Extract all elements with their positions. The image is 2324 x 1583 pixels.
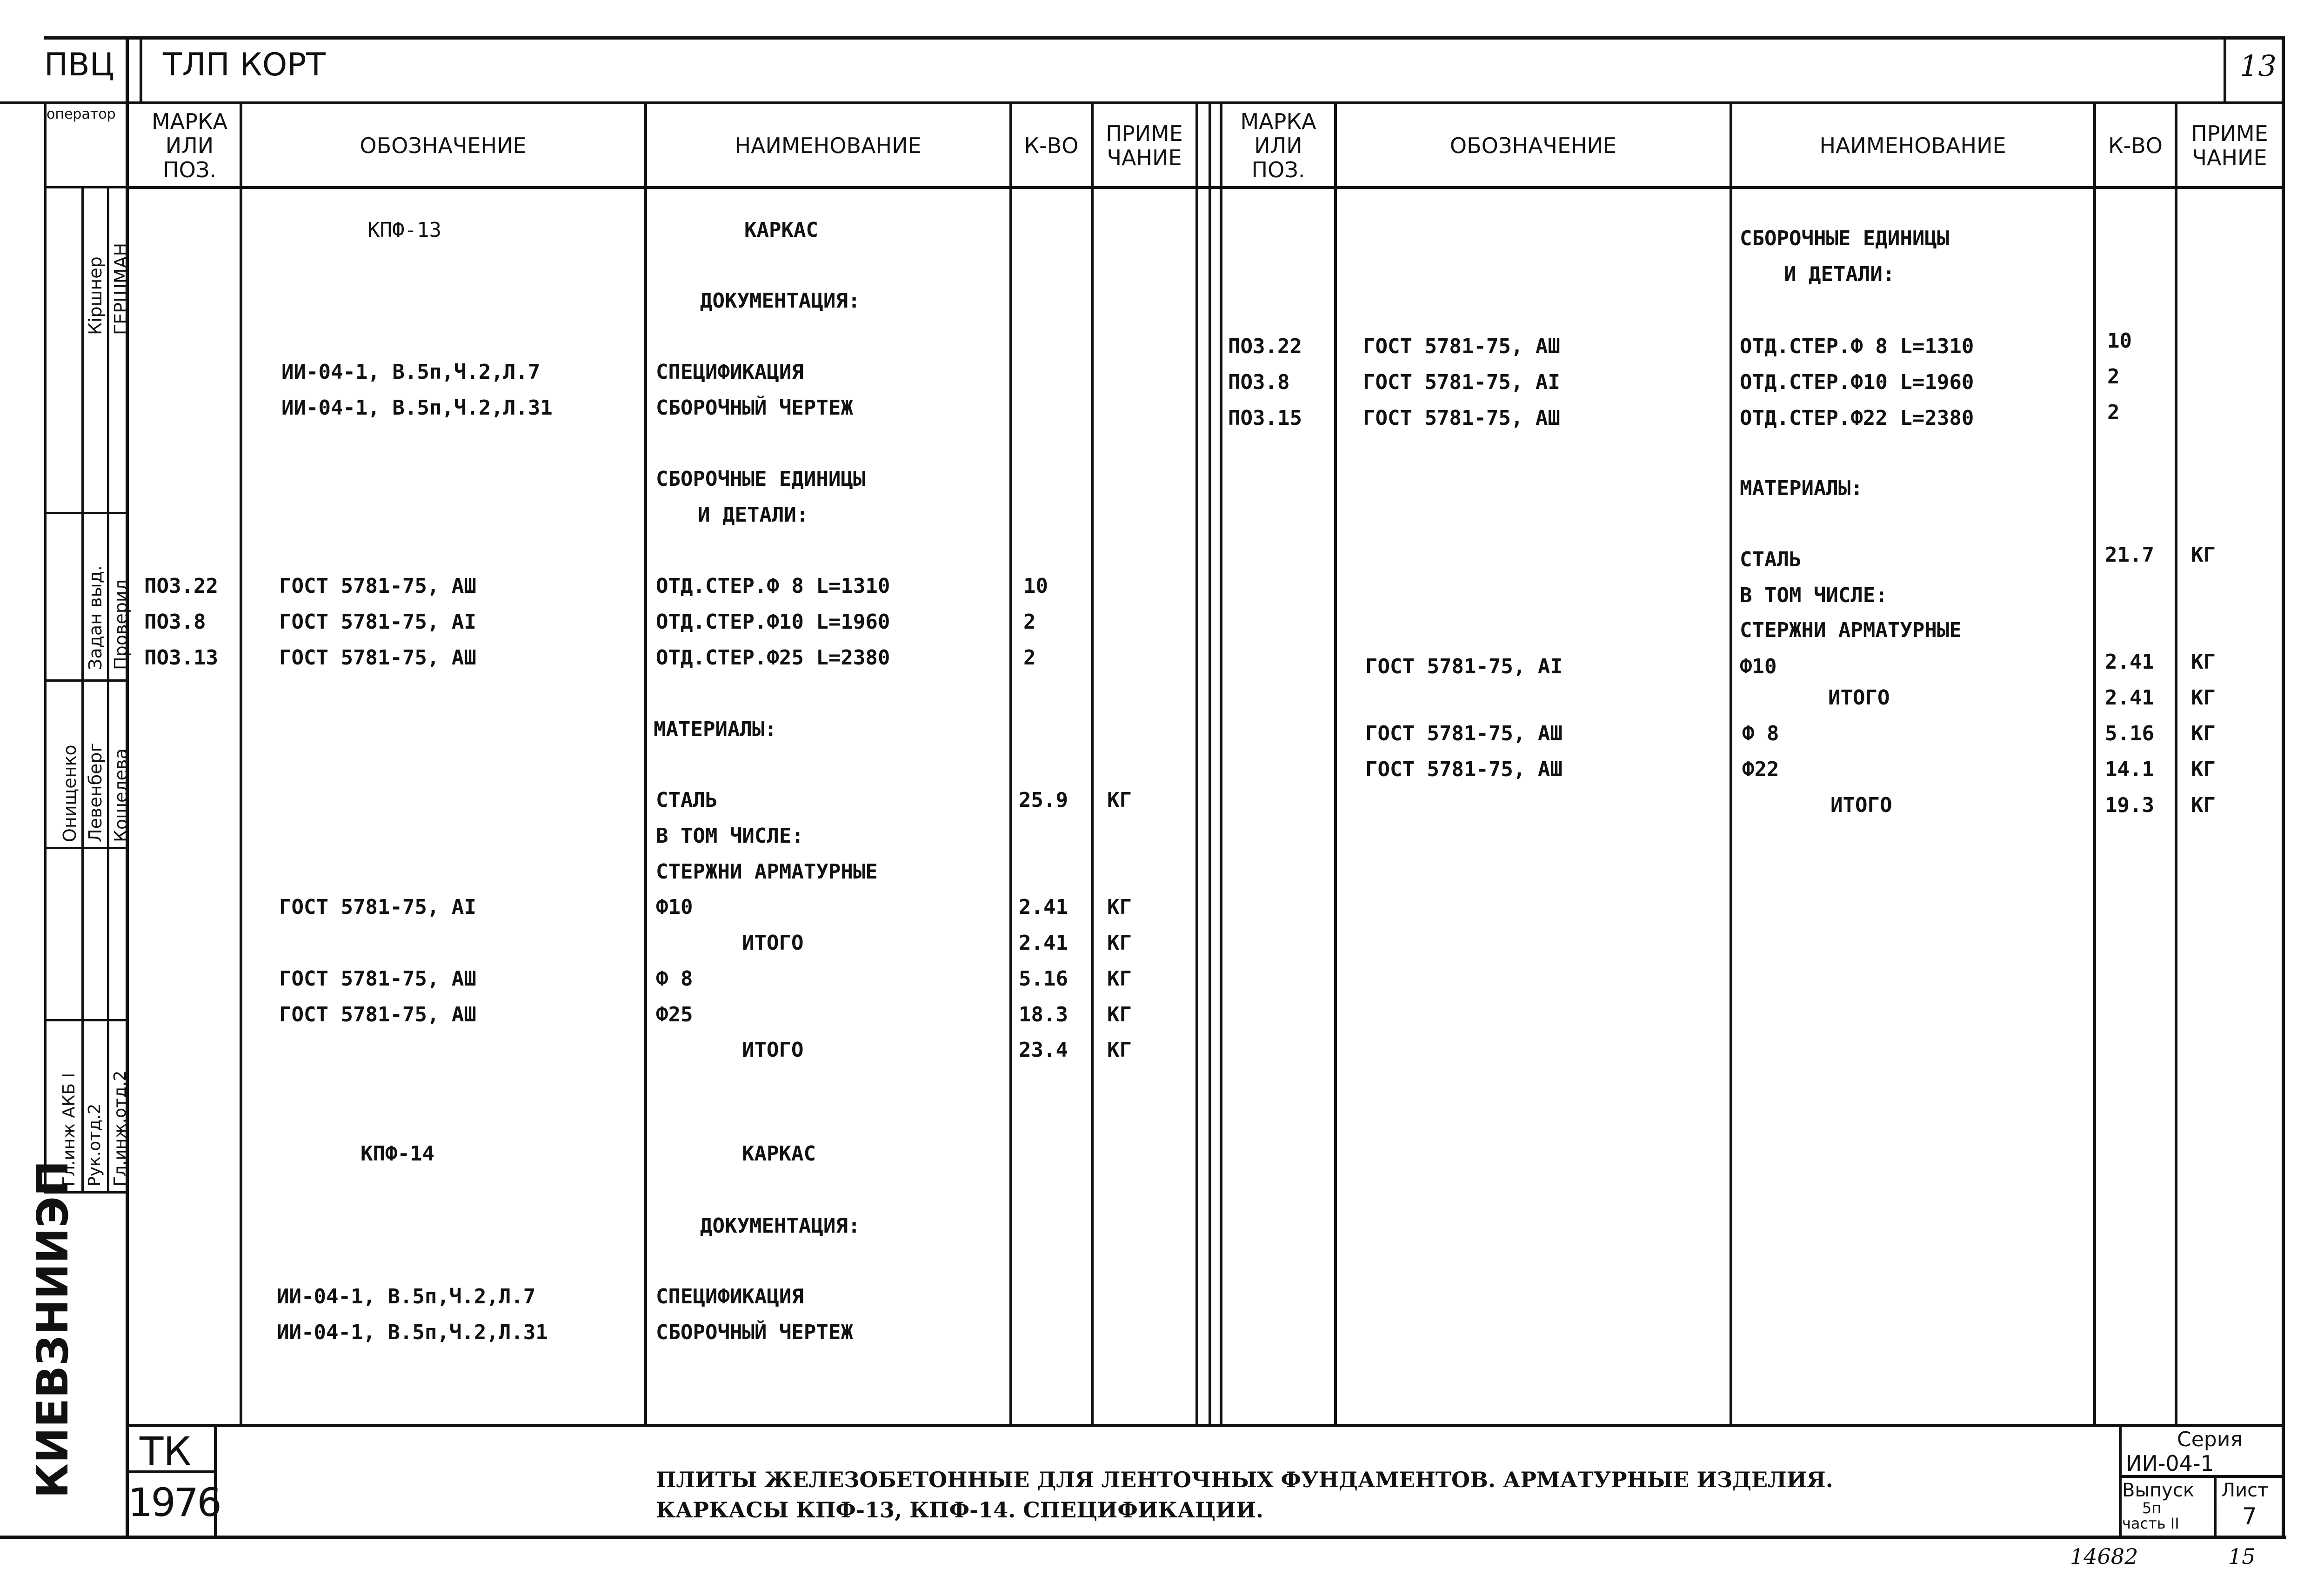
table-cell: Ф22	[1742, 758, 1779, 781]
stamp-name2: Левенберг	[85, 743, 106, 842]
table-cell: 10	[1023, 574, 1048, 598]
table-cell: 25.9	[1019, 788, 1068, 812]
right-border	[2282, 36, 2285, 1537]
table-cell: ГОСТ 5781-75, АI	[1363, 370, 1560, 394]
table-cell: КГ	[2191, 686, 2216, 710]
table-cell: СТЕРЖНИ АРМАТУРНЫЕ	[656, 860, 878, 884]
right-header-mark: МАРКА ИЛИ ПОЗ.	[1240, 108, 1316, 182]
stamp-name3: Кошелева	[111, 748, 131, 842]
table-cell: 14.1	[2105, 758, 2154, 781]
table-cell: 2	[1023, 646, 1036, 670]
table-cell: И ДЕТАЛИ:	[1784, 262, 1895, 286]
sheet-value: 7	[2242, 1503, 2257, 1530]
table-cell: ГОСТ 5781-75, АШ	[279, 574, 476, 598]
table-cell: СБОРОЧНЫЕ ЕДИНИЦЫ	[1740, 227, 1950, 250]
issue-label: Выпуск	[2122, 1480, 2194, 1501]
left-header-name: НАИМЕНОВАНИЕ	[735, 133, 922, 158]
stamp-role2: Проверил	[111, 579, 131, 670]
stamp-hline-1	[44, 186, 128, 188]
table-cell: КГ	[1107, 788, 1132, 812]
table-cell: ГОСТ 5781-75, АI	[1365, 655, 1563, 678]
stamp-name1: Онищенко	[60, 745, 80, 842]
stamp-hline-2	[44, 512, 128, 514]
table-cell: Ф 8	[656, 967, 693, 991]
table-cell: 21.7	[2105, 543, 2154, 567]
stamp-hline-5	[44, 1019, 128, 1021]
table-cell: Ф10	[1740, 655, 1777, 678]
table-cell: КГ	[1107, 1003, 1132, 1026]
page-number: 15	[2228, 1544, 2256, 1569]
table-cell: 2	[2107, 401, 2120, 424]
part-value: часть II	[2122, 1515, 2179, 1532]
table-cell: КГ	[2191, 650, 2216, 674]
table-cell: КГ	[2191, 543, 2216, 567]
left-header-note: ПРИМЕ ЧАНИЕ	[1106, 121, 1183, 170]
table-cell: 2.41	[2105, 686, 2154, 710]
table-cell: СБОРОЧНЫЙ ЧЕРТЕЖ	[656, 1321, 853, 1344]
tk-label: ТК	[140, 1429, 191, 1474]
table-cell: ПОЗ.13	[144, 646, 218, 670]
stamp-pos2: Рук.отд.2	[85, 1103, 104, 1187]
project-name: ТЛП КОРТ	[163, 47, 326, 83]
table-cell: КПФ-13	[367, 218, 441, 242]
table-cell: ГОСТ 5781-75, АШ	[1363, 335, 1560, 358]
table-cell: ПОЗ.15	[1228, 406, 1302, 430]
left-header-designation: ОБОЗНАЧЕНИЕ	[360, 133, 527, 158]
stamp-operator: оператор	[47, 106, 116, 122]
left-header-qty: К-ВО	[1024, 133, 1079, 158]
archive-number: 14682	[2070, 1544, 2138, 1569]
table-cell: 2	[1023, 610, 1036, 634]
right-col-line-3	[2093, 103, 2096, 1426]
table-cell: ИИ-04-1, В.5п,Ч.2,Л.7	[281, 360, 541, 384]
left-col-line-5	[1195, 103, 1198, 1426]
table-cell: КАРКАС	[744, 218, 818, 242]
series-label: Серия	[2177, 1428, 2243, 1451]
table-cell: ОТД.СТЕР.Ф10 L=1960	[656, 610, 890, 634]
left-col-line-1	[240, 103, 242, 1426]
table-cell: СБОРОЧНЫЙ ЧЕРТЕЖ	[656, 396, 853, 420]
table-cell: ОТД.СТЕР.Ф25 L=2380	[656, 646, 890, 670]
stamp-line-1	[44, 103, 47, 1192]
stamp-pos3: Гл.инж.отд.2	[111, 1070, 130, 1187]
year-label: 1976	[128, 1480, 220, 1525]
header-left-line	[140, 36, 142, 104]
table-cell: КГ	[1107, 931, 1132, 955]
issue-value: 5п	[2142, 1499, 2162, 1517]
right-col-line-4	[2175, 103, 2177, 1426]
table-cell: 2	[2107, 365, 2120, 389]
left-col-line-3	[1009, 103, 1012, 1426]
left-header-mark: МАРКА ИЛИ ПОЗ.	[151, 108, 228, 182]
left-col-line-4	[1091, 103, 1094, 1426]
table-cell: 18.3	[1019, 1003, 1068, 1026]
table-cell: ПОЗ.8	[1228, 370, 1290, 394]
table-cell: КГ	[2191, 722, 2216, 745]
table-cell: МАТЕРИАЛЫ:	[1740, 476, 1863, 500]
table-cell: КГ	[1107, 1038, 1132, 1062]
table-cell: 5.16	[1019, 967, 1068, 991]
table-cell: ОТД.СТЕР.Ф10 L=1960	[1740, 370, 1974, 394]
table-cell: 2.41	[2105, 650, 2154, 674]
table-cell: КГ	[1107, 895, 1132, 919]
org-vertical: КИЕВЗНИИЭП	[28, 1160, 78, 1498]
table-cell: ГОСТ 5781-75, АШ	[1363, 406, 1560, 430]
table-cell: ДОКУМЕНТАЦИЯ:	[700, 289, 861, 313]
right-col-line-2	[1730, 103, 1732, 1426]
table-cell: 19.3	[2105, 793, 2154, 817]
sheet-number-line	[2224, 36, 2226, 104]
middle-separator-b	[1220, 103, 1222, 1426]
table-cell: 2.41	[1019, 931, 1068, 955]
drawing-title-line2: КАРКАСЫ КПФ-13, КПФ-14. СПЕЦИФИКАЦИИ.	[656, 1497, 1264, 1523]
table-cell: ПОЗ.22	[144, 574, 218, 598]
table-cell: СТАЛЬ	[656, 788, 718, 812]
series-value: ИИ-04-1	[2126, 1451, 2214, 1476]
right-header-name: НАИМЕНОВАНИЕ	[1819, 133, 2006, 158]
table-cell: ИТОГО	[1830, 793, 1892, 817]
table-cell: ИТОГО	[742, 1038, 804, 1062]
table-cell: ИИ-04-1, В.5п,Ч.2,Л.7	[277, 1285, 536, 1308]
bottom-border	[0, 1536, 2286, 1539]
stamp-sign2: ГЕРШМАН	[111, 242, 131, 335]
series-box-left	[2119, 1424, 2122, 1538]
stamp-hline-4	[44, 847, 128, 849]
stamp-line-2	[81, 186, 84, 1191]
stamp-line-3	[107, 186, 109, 1191]
table-cell: ГОСТ 5781-75, АI	[279, 610, 476, 634]
table-cell: ГОСТ 5781-75, АШ	[279, 646, 476, 670]
table-cell: ПОЗ.22	[1228, 335, 1302, 358]
table-cell: ПОЗ.8	[144, 610, 206, 634]
table-cell: СПЕЦИФИКАЦИЯ	[656, 360, 804, 384]
right-header-note: ПРИМЕ ЧАНИЕ	[2191, 121, 2268, 170]
table-cell: ГОСТ 5781-75, АШ	[279, 967, 476, 991]
stamp-hline-3	[44, 679, 128, 682]
middle-separator-a	[1209, 103, 1211, 1426]
table-cell: 5.16	[2105, 722, 2154, 745]
table-cell: КПФ-14	[361, 1142, 434, 1166]
table-header-line	[126, 186, 2284, 189]
table-cell: СТАЛЬ	[1740, 548, 1802, 571]
table-cell: ОТД.СТЕР.Ф 8 L=1310	[656, 574, 890, 598]
header-bottom-line	[0, 101, 2284, 104]
table-cell: КГ	[2191, 793, 2216, 817]
table-cell: СТЕРЖНИ АРМАТУРНЫЕ	[1740, 618, 1962, 642]
drawing-title-line1: ПЛИТЫ ЖЕЛЕЗОБЕТОННЫЕ ДЛЯ ЛЕНТОЧНЫХ ФУНДАМЕНТОВ. АРМАТУРНЫЕ ИЗДЕЛИЯ.	[656, 1467, 1833, 1492]
left-col-line-2	[644, 103, 647, 1426]
table-cell: И ДЕТАЛИ:	[698, 503, 809, 527]
stamp-sign1: Кіршнер	[85, 256, 106, 335]
right-header-designation: ОБОЗНАЧЕНИЕ	[1449, 133, 1617, 158]
sheet-label: Лист	[2221, 1480, 2269, 1501]
table-cell: СПЕЦИФИКАЦИЯ	[656, 1285, 804, 1308]
table-cell: ГОСТ 5781-75, АШ	[1365, 758, 1563, 781]
table-cell: 10	[2107, 329, 2132, 353]
top-border	[44, 36, 2284, 40]
table-cell: ИТОГО	[742, 931, 804, 955]
table-cell: В ТОМ ЧИСЛЕ:	[656, 824, 804, 848]
table-cell: ОТД.СТЕР.Ф22 L=2380	[1740, 406, 1974, 430]
table-cell: В ТОМ ЧИСЛЕ:	[1740, 584, 1888, 607]
table-cell: 2.41	[1019, 895, 1068, 919]
table-cell: Ф10	[656, 895, 693, 919]
org-code: ПВЦ	[44, 47, 114, 83]
table-cell: ГОСТ 5781-75, АI	[279, 895, 476, 919]
table-cell: ДОКУМЕНТАЦИЯ:	[700, 1214, 861, 1238]
table-cell: Ф25	[656, 1003, 693, 1026]
table-cell: ГОСТ 5781-75, АШ	[1365, 722, 1563, 745]
table-cell: ИИ-04-1, В.5п,Ч.2,Л.31	[277, 1321, 548, 1344]
right-col-line-1	[1334, 103, 1337, 1426]
stamp-pos1: Гл.инж АКБ I	[60, 1073, 79, 1187]
stamp-role1: Задан выд.	[85, 565, 106, 670]
title-block-top-line	[126, 1424, 2284, 1427]
table-cell: Ф 8	[1742, 722, 1779, 745]
table-cell: ГОСТ 5781-75, АШ	[279, 1003, 476, 1026]
table-cell: КГ	[1107, 967, 1132, 991]
table-cell: СБОРОЧНЫЕ ЕДИНИЦЫ	[656, 467, 866, 491]
right-header-qty: К-ВО	[2108, 133, 2163, 158]
sheet-number: 13	[2240, 49, 2277, 83]
table-cell: ИТОГО	[1828, 686, 1890, 710]
issue-sheet-divider	[2214, 1475, 2217, 1538]
table-cell: КАРКАС	[742, 1142, 816, 1166]
table-cell: КГ	[2191, 758, 2216, 781]
table-cell: 23.4	[1019, 1038, 1068, 1062]
table-cell: ИИ-04-1, В.5п,Ч.2,Л.31	[281, 396, 553, 420]
table-cell: МАТЕРИАЛЫ:	[654, 718, 777, 741]
table-cell: ОТД.СТЕР.Ф 8 L=1310	[1740, 335, 1974, 358]
